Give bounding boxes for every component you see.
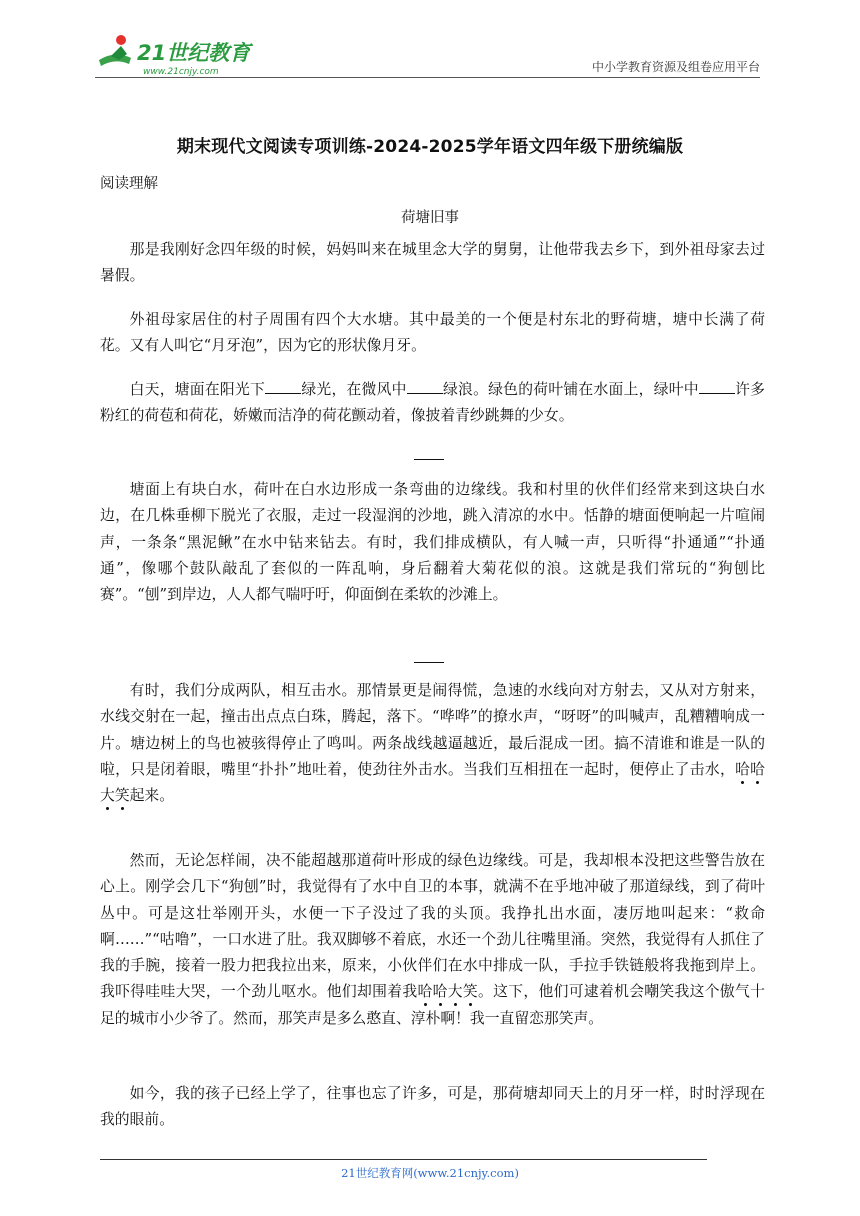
footer-divider [100,1159,707,1160]
footer-text[interactable]: 21世纪教育网(www.21cnjy.com) [341,1166,519,1180]
p3-text-c: 绿浪。绿色的荷叶铺在水面上，绿叶中 [442,381,699,398]
dotted-phrase-1: 哈哈大笑 [100,760,765,805]
fill-blank-2[interactable] [407,379,443,394]
p3-text-b: 绿光，在微风中 [301,381,407,398]
page-header [95,30,760,80]
fill-blank-3[interactable] [699,379,735,394]
answer-line-1[interactable] [414,459,444,460]
fill-blank-1[interactable] [265,379,301,394]
story-title: 荷塘旧事 [401,210,459,226]
paragraph-7: 如今，我的孩子已经上学了，往事也忘了许多，可是，那荷塘却同天上的月牙一样，时时浮现在我的眼前。 [100,1085,765,1129]
dotted-phrase-2: 哈哈大笑 [417,983,478,1001]
p3-text-a: 白天，塘面在阳光下 [129,381,266,398]
platform-label: 中小学教育资源及组卷应用平台 [591,60,760,74]
paragraph-2: 外祖母家居住的村子周围有四个大水塘。其中最美的一个便是村东北的野荷塘，塘中长满了荷花。又有人叫它“月牙泡”，因为它的形状像月牙。 [100,311,765,355]
paragraph-1: 那是我刚好念四年级的时候，妈妈叫来在城里念大学的舅舅，让他带我去乡下，到外祖母家去过暑假。 [100,241,765,285]
page-title: 期末现代文阅读专项训练-2024-2025学年语文四年级下册统编版 [176,137,684,157]
site-logo [95,30,255,80]
logo-url: www.21cnjy.com [143,67,219,77]
runner-logo-icon [95,30,255,80]
paragraph-3 [100,377,765,430]
p3-text-d: 许多粉红的荷苞和荷花，娇嫩而洁净的荷花颤动着，像披着青纱跳舞的少女。 [100,381,765,425]
logo-text: 21世纪教育 [137,41,251,65]
paragraph-4: 塘面上有块白水，荷叶在白水边形成一条弯曲的边缘线。我和村里的伙伴们经常来到这块白水边，在几株垂柳下脱光了衣服，走过一段湿润的沙地，跳入清凉的水中。恬静的塘面便响起一片喧闹声，一条条“黑泥鳅”在水中钻来钻去。有时，我们排成横队，有人喊一声，只听得“扑通通”“扑通通”，像哪个鼓队敲乱了套似的一阵乱响，身后翻着大菊花似的浪。这就是我们常玩的“狗刨比赛”。“刨”到岸边，人人都气喘吁吁，仰面倒在柔软的沙滩上。 [100,481,765,604]
p5-text-b: 起来。 [129,787,175,805]
p6-text-a: 然而，无论怎样闹，决不能超越那道荷叶形成的绿色边缘线。可是，我却根本没把这些警告放在心上。刚学会几下“狗刨”时，我觉得有了水中自卫的本事，就满不在乎地冲破了那道绿线，到了荷叶丛中。可是这壮举刚开头，水便一下子没过了我的头顶。我挣扎出水面，凄厉地叫起来：“救命啊……”“咕噜”，一口水进了肚。我双脚够不着底，水还一个劲儿往嘴里涌。突然，我觉得有人抓住了我的手腕，接着一股力把我拉出来，原来，小伙伴们在水中排成一队，手拉手铁链般将我拖到岸上。我吓得哇哇大哭，一个劲儿呕水。他们却围着我 [100,852,765,1001]
header-divider [95,77,760,78]
paragraph-5 [100,678,765,809]
paragraph-6 [100,848,765,1032]
section-label: 阅读理解 [100,176,158,192]
p6-text-b: 。这下，他们可逮着机会嘲笑我这个傲气十足的城市小少爷了。然而，那笑声是多么憨直、淳朴啊！我一直留恋那笑声。 [100,983,765,1027]
answer-line-2[interactable] [414,662,444,663]
p5-text-a: 有时，我们分成两队，相互击水。那情景更是闹得慌，急速的水线向对方射去，又从对方射来，水线交射在一起，撞击出点点白珠，腾起，落下。“哗哗”的撩水声，“呀呀”的叫喊声，乱糟糟响成一片。塘边树上的鸟也被骇得停止了鸣叫。两条战线越逼越近，最后混成一团。搞不清谁和谁是一队的啦，只是闭着眼，嘴里“扑扑”地吐着，使劲往外击水。当我们互相扭在一起时，便停止了击水， [100,682,765,778]
